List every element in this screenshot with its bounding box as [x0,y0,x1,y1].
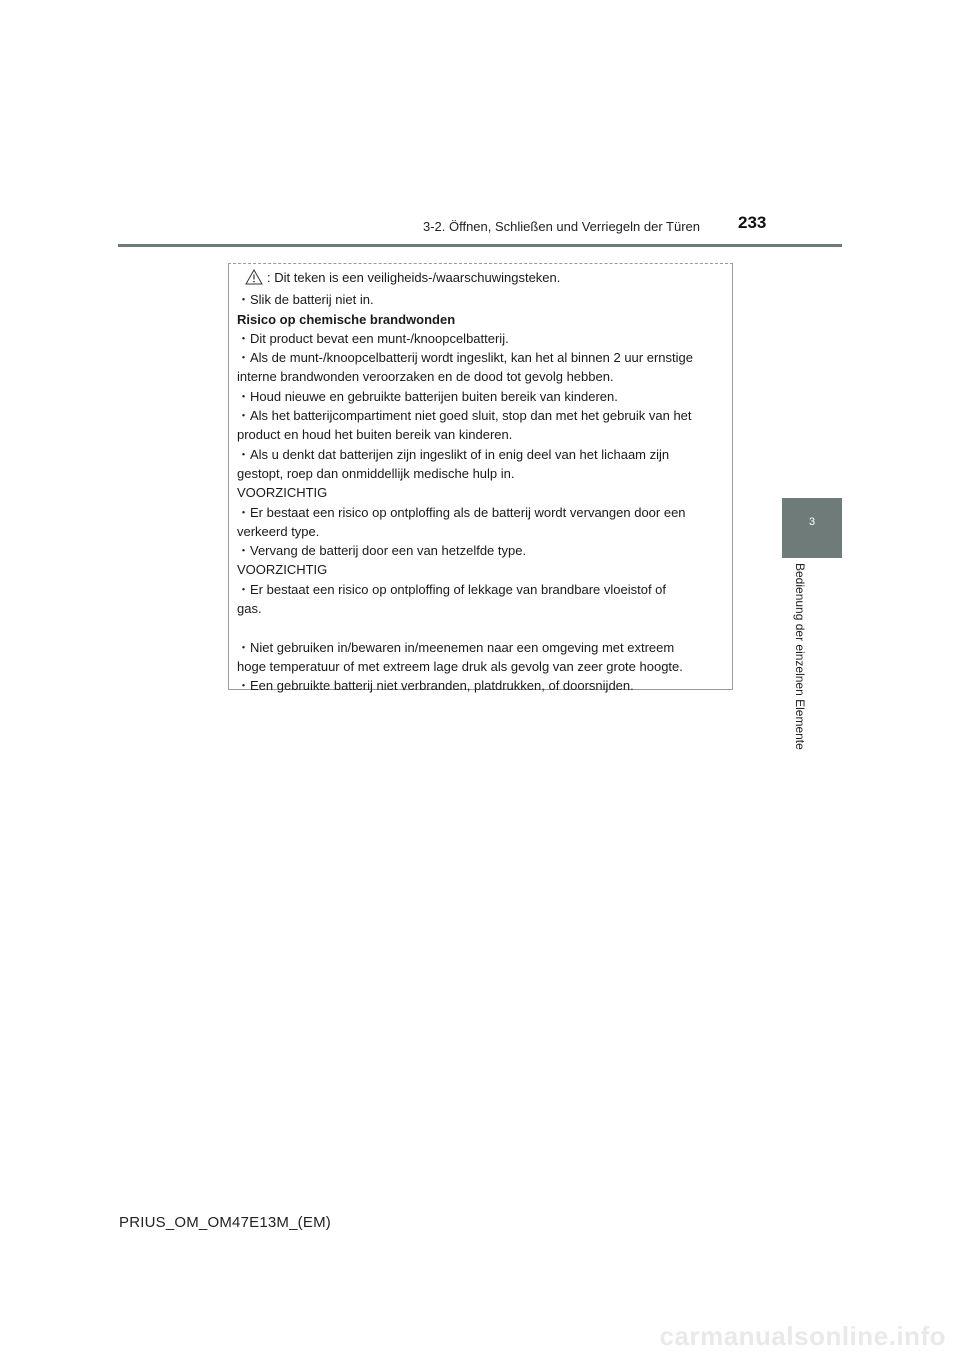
notice-line: ・Slik de batterij niet in. [237,292,374,308]
chapter-tab [782,498,842,558]
notice-line: ・Een gebruikte batterij niet verbranden, platdrukken, of doorsnijden. [237,678,634,694]
chapter-label: Bedienung der einzelnen Elemente [793,563,807,750]
notice-line: ・Vervang de batterij door een van hetzelfde type. [237,543,527,559]
notice-line: ・Houd nieuwe en gebruikte batterijen buiten bereik van kinderen. [237,388,618,404]
notice-line: verkeerd type. [237,523,320,539]
notice-line: interne brandwonden veroorzaken en de dood tot gevolg hebben. [237,369,614,385]
notice-heading: VOORZICHTIG [237,485,328,501]
notice-line: gas. [237,601,262,617]
notice-line: ・Dit product bevat een munt-/knoopcelbatterij. [237,330,509,346]
page-number: 233 [738,213,767,232]
notice-line: product en houd het buiten bereik van kinderen. [237,427,513,443]
warning-symbol-definition: : Dit teken is een veiligheids-/waarschuwingsteken. [267,270,561,285]
notice-line: gestopt, roep dan onmiddellijk medische hulp in. [237,465,515,481]
notice-heading: VOORZICHTIG [237,562,328,578]
notice-heading: Risico op chemische brandwonden [237,311,456,327]
document-code: PRIUS_OM_OM47E13M_(EM) [119,1214,331,1231]
chapter-number: 3 [808,516,816,528]
warning-triangle-icon [245,269,263,290]
notice-line [237,268,724,290]
notice-line: ・Als het batterijcompartiment niet goed sluit, stop dan met het gebruik van het [237,408,692,424]
site-watermark: carmanualsonline.info [659,1321,946,1351]
notice-spacer [237,618,724,637]
notice-line: ・Als de munt-/knoopcelbatterij wordt ingeslikt, kan het al binnen 2 uur ernstige [237,350,693,366]
section-title: 3-2. Öffnen, Schließen und Verriegeln der Türen [422,219,700,234]
notice-line: ・Er bestaat een risico op ontploffing of lekkage van brandbare vloeistof of [237,581,667,597]
battery-safety-notice [228,263,733,694]
notice-line: hoge temperatuur of met extreem lage druk als gevolg van zeer grote hoogte. [237,658,683,674]
notice-line: ・Er bestaat een risico op ontploffing als de batterij wordt vervangen door een [237,504,686,520]
notice-line: ・Niet gebruiken in/bewaren in/meenemen naar een omgeving met extreem [237,639,675,655]
header-divider [118,244,842,247]
notice-line: ・Als u denkt dat batterijen zijn ingeslikt of in enig deel van het lichaam zijn [237,446,670,462]
